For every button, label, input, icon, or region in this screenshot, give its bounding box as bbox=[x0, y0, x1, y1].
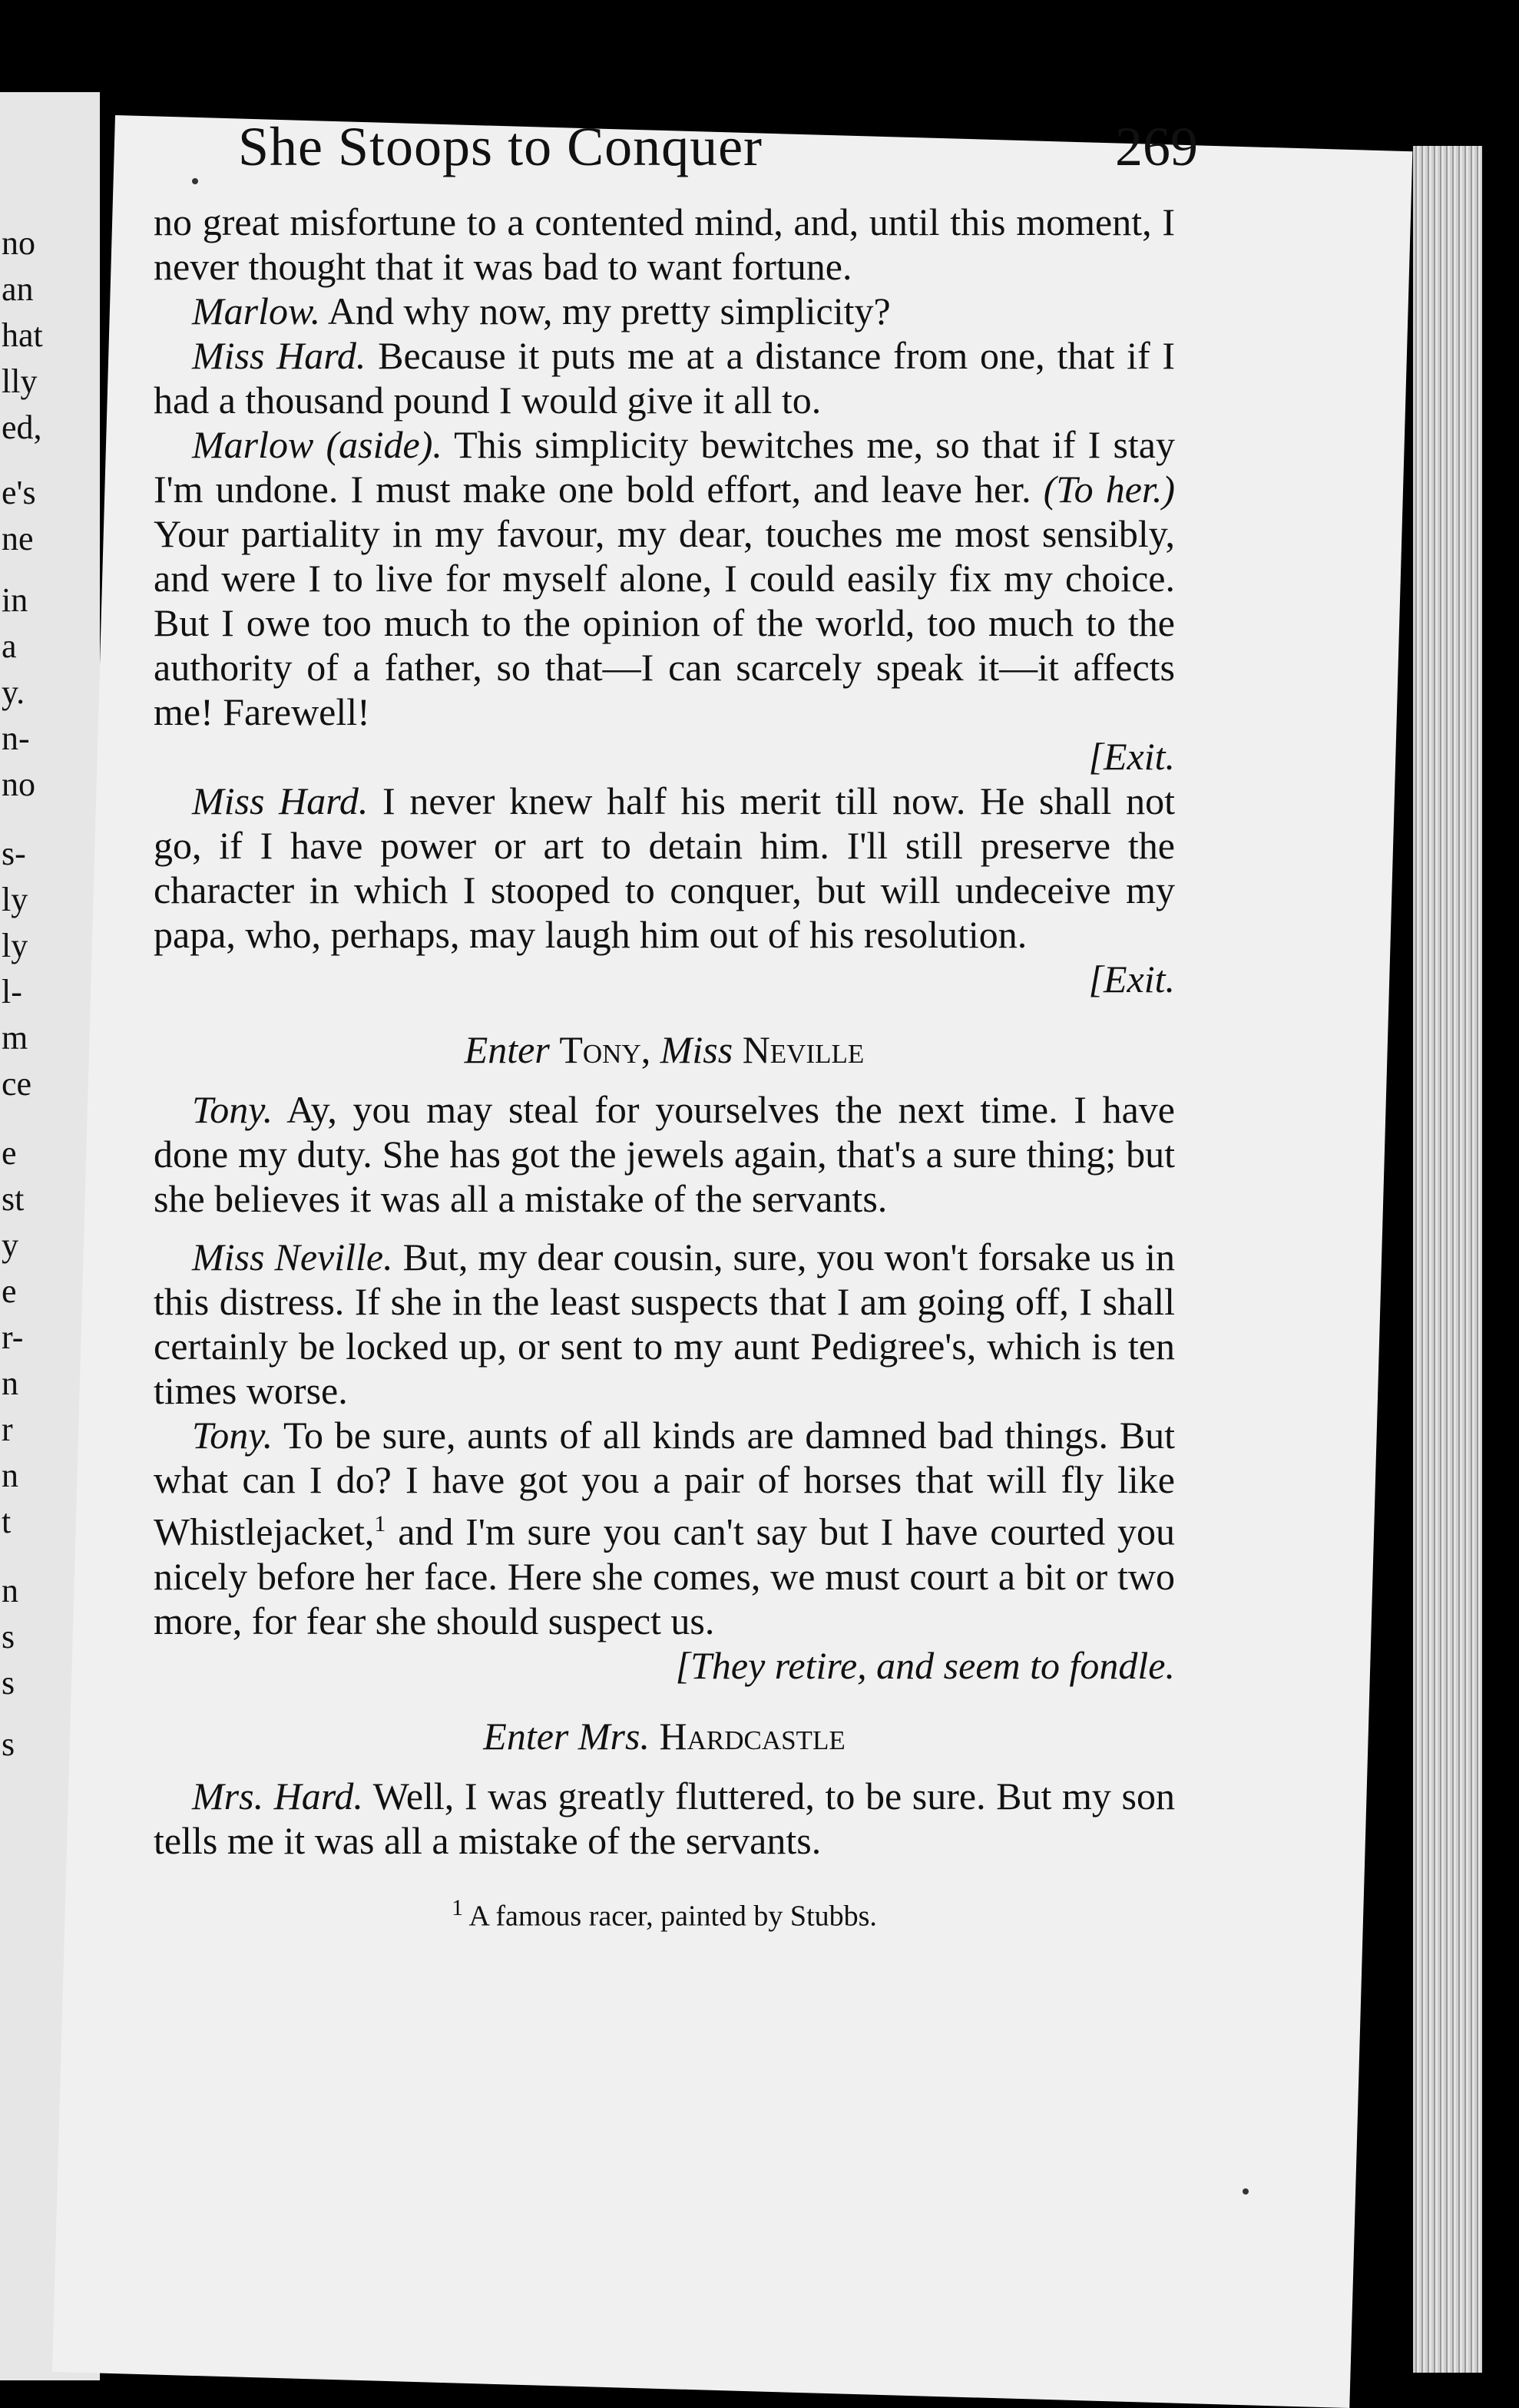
facing-page-fragment: s bbox=[2, 1664, 15, 1702]
character-name: Tony, bbox=[559, 1028, 651, 1071]
facing-page-fragment: m bbox=[2, 1019, 28, 1057]
facing-page-fragment: no bbox=[2, 766, 35, 803]
exit-direction: [Exit. bbox=[1088, 958, 1175, 1001]
speaker: Mrs. Hard. bbox=[192, 1774, 363, 1818]
facing-page-fragment: e bbox=[2, 1134, 17, 1172]
footnote-ref: 1 bbox=[374, 1511, 386, 1536]
facing-page-fragment: ne bbox=[2, 520, 34, 557]
stage-direction-enter bbox=[154, 1027, 1175, 1072]
facing-page-fragment: y. bbox=[2, 673, 25, 711]
facing-page-fragment: r- bbox=[2, 1318, 24, 1356]
paragraph bbox=[154, 1774, 1175, 1863]
paragraph bbox=[154, 1413, 1175, 1688]
facing-page-fragment: n bbox=[2, 1572, 18, 1609]
facing-page-fragment: e bbox=[2, 1272, 17, 1310]
facing-page-fragment: l- bbox=[2, 973, 22, 1011]
facing-page-fragment: n- bbox=[2, 719, 30, 757]
speck bbox=[192, 178, 198, 184]
paragraph bbox=[154, 1087, 1175, 1221]
facing-page-fragment: t bbox=[2, 1503, 12, 1540]
exit-direction: [Exit. bbox=[1088, 735, 1175, 778]
speaker: Miss Neville. bbox=[192, 1235, 393, 1278]
facing-page-fragment: e's bbox=[2, 474, 36, 511]
facing-page-fragment: r bbox=[2, 1411, 13, 1448]
running-header bbox=[238, 115, 1198, 184]
speaker: Marlow bbox=[192, 423, 314, 466]
title-word: Miss bbox=[660, 1028, 733, 1071]
facing-page-fragment: st bbox=[2, 1180, 25, 1218]
paragraph-text: This simplicity bewitches me, so that if I stay I'm undone. I must make one bold effort, and leave her. bbox=[154, 423, 1175, 511]
facing-page-fragment: lly bbox=[2, 362, 38, 400]
paragraph-text: and I'm sure you can't say but I have courted you nicely before her face. Here she comes, we must court a bit or two more, for fear she should suspect us. bbox=[154, 1510, 1175, 1642]
character-name: Hardcastle bbox=[659, 1714, 846, 1758]
footnote bbox=[154, 1886, 1175, 1939]
stage-aside: (aside). bbox=[326, 423, 442, 466]
paragraph-text: I never knew half his merit till now. He shall not go, if I have power or art to detain him. I'll still preserve the character in which I stooped to conquer, but will undeceive my papa, who, perhaps, may laugh him out of his resolution. bbox=[154, 779, 1175, 956]
facing-page-fragment: s bbox=[2, 1618, 15, 1656]
character-name: Neville bbox=[742, 1028, 865, 1071]
speaker: Miss Hard. bbox=[192, 334, 366, 377]
paragraph-text: Your partiality in my favour, my dear, touches me most sensibly, and were I to live for myself alone, I could easily fix my choice. But I owe too much to the opinion of the world, too much to the authority of a father, so that—I can scarcely speak it—it affects me! Farewell! bbox=[154, 512, 1175, 733]
facing-page-fragment: ce bbox=[2, 1065, 32, 1103]
speck bbox=[1243, 2188, 1249, 2195]
paragraph-text: Well, I was greatly fluttered, to be sure. But my son tells me it was all a mistake of the servants. bbox=[154, 1774, 1175, 1862]
facing-page-fragment: ly bbox=[2, 881, 28, 918]
stage-to-her: (To her.) bbox=[1043, 468, 1175, 511]
paragraph bbox=[154, 333, 1175, 422]
stage-direction-enter bbox=[154, 1714, 1175, 1758]
speaker: Tony. bbox=[192, 1414, 273, 1457]
facing-page-fragment: an bbox=[2, 270, 34, 308]
paragraph-text: To be sure, aunts of all kinds are damned bad things. But what can I do? I have got you a pair of horses that will fly like Whistlejacket, bbox=[154, 1414, 1175, 1553]
facing-page-fragment: n bbox=[2, 1364, 18, 1402]
facing-page-fragment: hat bbox=[2, 316, 43, 354]
paragraph bbox=[154, 779, 1175, 1001]
paragraph-text: And why now, my pretty simplicity? bbox=[327, 289, 891, 332]
enter-word: Enter bbox=[483, 1714, 569, 1758]
paragraph-text: Because it puts me at a distance from one, that if I had a thousand pound I would give it all to. bbox=[154, 334, 1175, 422]
page-text bbox=[154, 200, 1175, 1938]
facing-page-fragment: in bbox=[2, 581, 28, 619]
facing-page-fragment: no bbox=[2, 224, 35, 262]
facing-page-fragment: s bbox=[2, 1725, 15, 1763]
paragraph bbox=[154, 422, 1175, 779]
page-stack-edge bbox=[1413, 146, 1482, 2373]
speaker: Miss Hard. bbox=[192, 779, 369, 822]
facing-page-fragment: ly bbox=[2, 927, 28, 964]
speaker: Marlow. bbox=[192, 289, 321, 332]
paragraph-text: no great misfortune to a contented mind, and, until this moment, I never thought that it was bad to want fortune. bbox=[154, 200, 1175, 288]
facing-page-fragment: a bbox=[2, 627, 17, 665]
running-title: She Stoops to Conquer bbox=[238, 116, 763, 177]
facing-page-fragment: ed, bbox=[2, 408, 42, 446]
stage-direction: [They retire, and seem to fondle. bbox=[675, 1643, 1175, 1687]
footnote-mark: 1 bbox=[452, 1894, 464, 1920]
title-word: Mrs. bbox=[577, 1714, 650, 1758]
paragraph bbox=[154, 289, 1175, 333]
facing-page-fragment: y bbox=[2, 1226, 18, 1264]
paragraph bbox=[154, 1235, 1175, 1413]
facing-page-fragment: n bbox=[2, 1457, 18, 1494]
paragraph-text: But, my dear cousin, sure, you won't forsake us in this distress. If she in the least suspects that I am going off, I shall certainly be locked up, or sent to my aunt Pedigree's, which is ten times worse. bbox=[154, 1235, 1176, 1412]
enter-word: Enter bbox=[464, 1028, 550, 1071]
footnote-text: A famous racer, painted by Stubbs. bbox=[468, 1900, 877, 1933]
paragraph-text: Ay, you may steal for yourselves the next time. I have done my duty. She has got the jewels again, that's a sure thing; but she believes it was all a mistake of the servants. bbox=[154, 1088, 1175, 1220]
page-number: 269 bbox=[1115, 116, 1198, 177]
speaker: Tony. bbox=[192, 1088, 273, 1131]
paragraph bbox=[154, 200, 1175, 289]
facing-page-fragment: s- bbox=[2, 835, 26, 872]
